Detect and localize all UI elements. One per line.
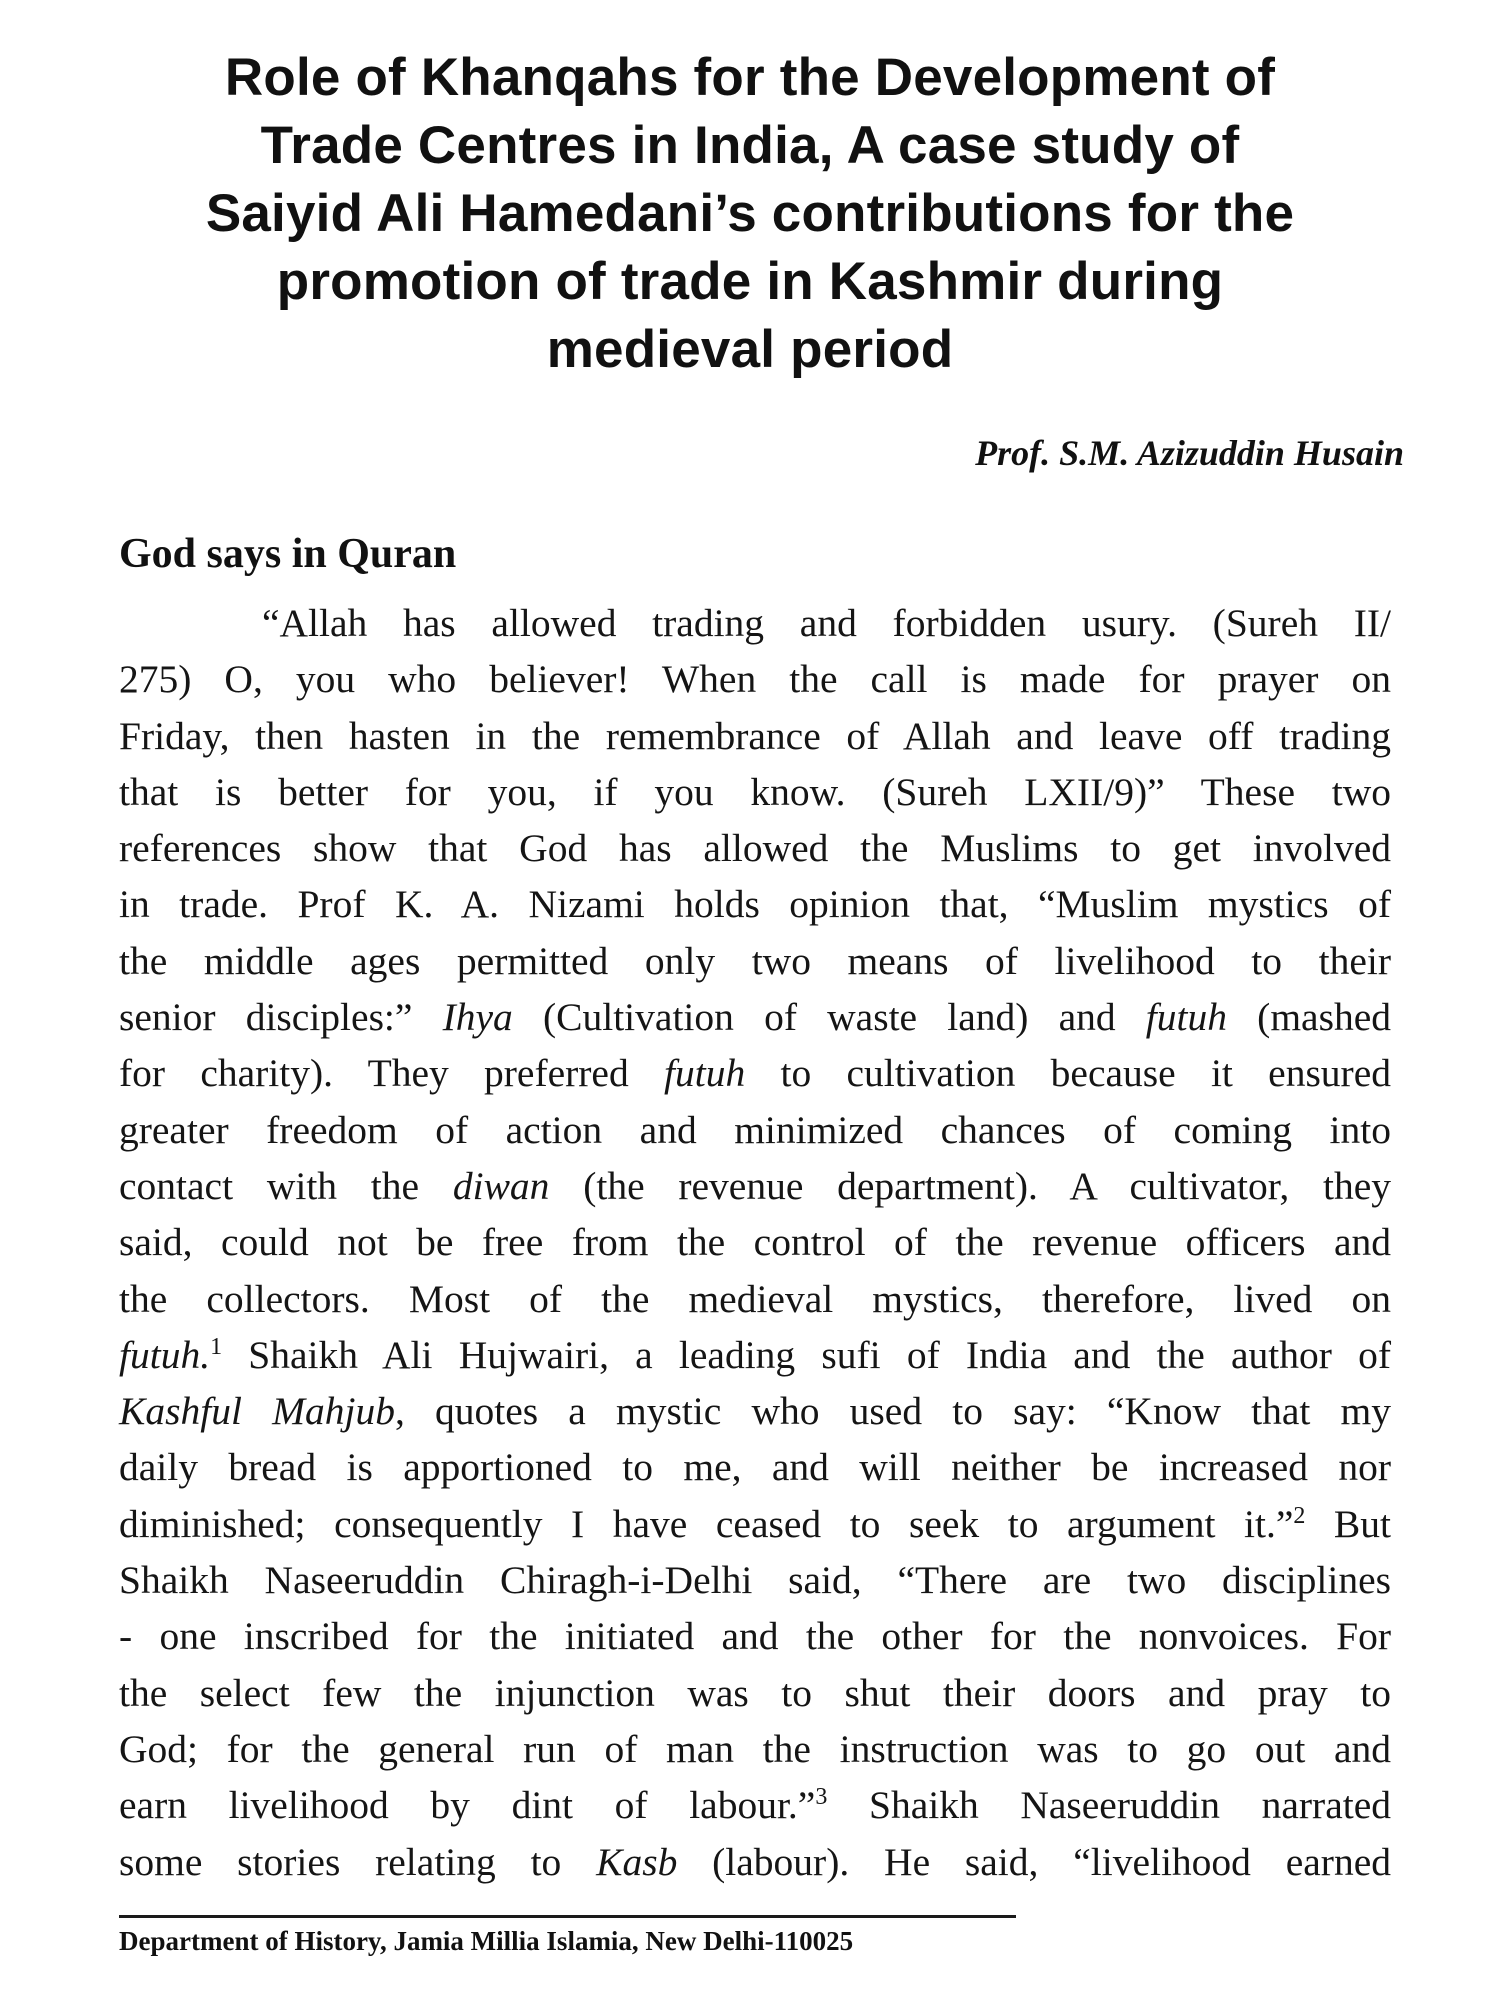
text-run: (mashed xyxy=(1227,995,1391,1040)
article-title xyxy=(80,44,1420,384)
text-run: But xyxy=(1305,1501,1391,1546)
body-line xyxy=(119,651,1391,707)
body-line xyxy=(119,1721,1391,1777)
text-run: , quotes a mystic who used to say: “Know that my xyxy=(394,1389,1392,1434)
text-run: the middle ages permitted only two means of livelihood to their xyxy=(119,938,1391,983)
italic-term: futuh xyxy=(664,1051,746,1096)
text-run: contact with the xyxy=(119,1163,453,1208)
text-run: (labour). He said, “livelihood earned xyxy=(677,1839,1391,1884)
text-run: diminished; consequently I have ceased to seek to argument it.” xyxy=(119,1501,1294,1546)
body-line xyxy=(119,876,1391,932)
body-line xyxy=(119,820,1391,876)
text-run: God; for the general run of man the instruction was to go out and xyxy=(119,1726,1391,1771)
body-line xyxy=(119,1158,1391,1214)
text-run: the select few the injunction was to shut their doors and pray to xyxy=(119,1670,1391,1715)
text-run: some stories relating to xyxy=(119,1839,597,1884)
author-byline: Prof. S.M. Azizuddin Husain xyxy=(975,433,1404,473)
body-line xyxy=(119,1271,1391,1327)
body-line xyxy=(119,989,1391,1045)
body-line xyxy=(119,708,1391,764)
title-line: medieval period xyxy=(546,320,954,379)
body-line xyxy=(119,1552,1391,1608)
body-line xyxy=(119,1439,1391,1495)
title-line: Trade Centres in India, A case study of xyxy=(260,116,1240,175)
title-line: promotion of trade in Kashmir during xyxy=(276,252,1224,311)
footnote-marker: 3 xyxy=(815,1784,828,1811)
text-run: to cultivation because it ensured xyxy=(745,1051,1391,1096)
text-run: the collectors. Most of the medieval mystics, therefore, lived on xyxy=(119,1276,1391,1321)
body-line xyxy=(119,1777,1391,1833)
body-text xyxy=(119,595,1391,1890)
body-line xyxy=(119,1496,1391,1552)
body-line xyxy=(119,1045,1391,1101)
body-line xyxy=(119,764,1391,820)
body-line xyxy=(119,1102,1391,1158)
text-run: - one inscribed for the initiated and the other for the nonvoices. For xyxy=(119,1614,1391,1659)
text-run: 275) O, you who believer! When the call is made for prayer on xyxy=(119,657,1391,702)
body-line xyxy=(119,1608,1391,1664)
title-line: Saiyid Ali Hamedani’s contributions for the xyxy=(205,184,1295,243)
section-heading: God says in Quran xyxy=(119,531,457,577)
text-run: greater freedom of action and minimized chances of coming into xyxy=(119,1107,1391,1152)
text-run: said, could not be free from the control of the revenue officers and xyxy=(119,1220,1391,1265)
footnote-marker: 2 xyxy=(1293,1502,1306,1529)
italic-term: futuh. xyxy=(119,1332,211,1377)
text-run: Shaikh Naseeruddin narrated xyxy=(827,1783,1391,1828)
text-run: references show that God has allowed the Muslims to get involved xyxy=(119,826,1391,871)
text-run: for charity). They preferred xyxy=(119,1051,664,1096)
text-run: earn livelihood by dint of labour.” xyxy=(119,1783,816,1828)
italic-term: Kashful Mahjub xyxy=(119,1389,395,1434)
text-run: (Cultivation of waste land) and xyxy=(512,995,1146,1040)
italic-term: Kasb xyxy=(596,1839,678,1884)
title-line: Role of Khanqahs for the Development of xyxy=(224,48,1276,107)
body-line xyxy=(119,1834,1391,1890)
italic-term: diwan xyxy=(452,1163,550,1208)
text-run: senior disciples:” xyxy=(119,995,443,1040)
body-line xyxy=(119,1214,1391,1270)
italic-term: futuh xyxy=(1145,995,1227,1040)
text-run: (the revenue department). A cultivator, they xyxy=(549,1163,1391,1208)
text-run: Friday, then hasten in the remembrance of Allah and leave off trading xyxy=(119,713,1391,758)
text-run: that is better for you, if you know. (Sureh LXII/9)” These two xyxy=(119,769,1391,814)
text-run: daily bread is apportioned to me, and will neither be increased nor xyxy=(119,1445,1391,1490)
body-line xyxy=(119,1383,1391,1439)
italic-term: Ihya xyxy=(442,995,513,1040)
text-run: Shaikh Ali Hujwairi, a leading sufi of India and the author of xyxy=(222,1332,1391,1377)
affiliation-footnote: Department of History, Jamia Millia Islamia, New Delhi-110025 xyxy=(119,1926,854,1956)
text-run: “Allah has allowed trading and forbidden usury. (Sureh II/ xyxy=(262,601,1391,645)
text-run: Shaikh Naseeruddin Chiragh-i-Delhi said, “There are two disciplines xyxy=(119,1558,1391,1603)
footnote-marker: 1 xyxy=(210,1333,223,1360)
body-line xyxy=(119,1327,1391,1383)
body-line xyxy=(119,595,1391,651)
text-run: in trade. Prof K. A. Nizami holds opinion that, “Muslim mystics of xyxy=(119,882,1391,927)
footnote-divider xyxy=(119,1915,1016,1918)
body-line xyxy=(119,1665,1391,1721)
body-line xyxy=(119,933,1391,989)
